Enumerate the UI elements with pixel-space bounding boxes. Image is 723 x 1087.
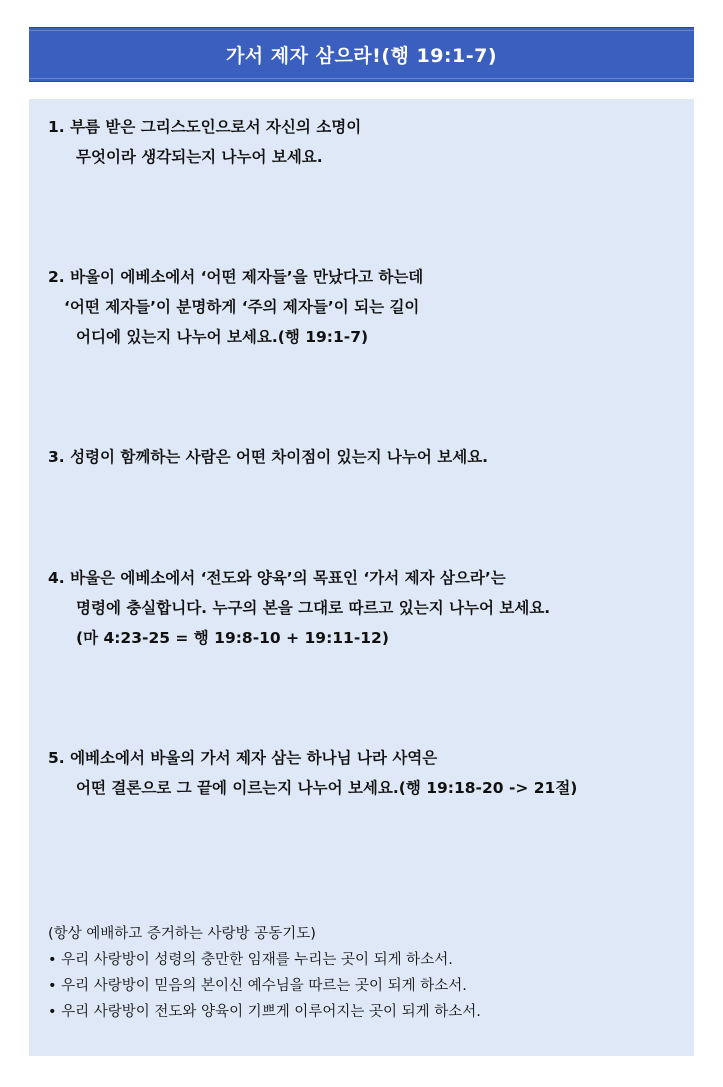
question-2-line-3: 어디에 있는지 나누어 보세요.(행 19:1-7) [76, 328, 369, 346]
title-banner [29, 27, 694, 82]
page-title: 가서 제자 삼으라!(행 19:1-7) [225, 45, 498, 67]
question-2-line-2: ‘어떤 제자들’이 분명하게 ‘주의 제자들’이 되는 길이 [64, 298, 420, 316]
prayer-item-3: • 우리 사랑방이 전도와 양육이 기쁘게 이루어지는 곳이 되게 하소서. [48, 1004, 481, 1020]
question-4-line-2: 명령에 충실합니다. 누구의 본을 그대로 따르고 있는지 나누어 보세요. [76, 599, 551, 617]
question-1-line-1: 1. 부름 받은 그리스도인으로서 자신의 소명이 [48, 118, 362, 136]
question-4-line-1: 4. 바울은 에베소에서 ‘전도와 양육’의 목표인 ‘가서 제자 삼으라’는 [48, 569, 506, 587]
question-5-line-2: 어떤 결론으로 그 끝에 이르는지 나누어 보세요.(행 19:18-20 -> 21절) [76, 779, 578, 797]
prayer-item-2: • 우리 사랑방이 믿음의 본이신 예수님을 따르는 곳이 되게 하소서. [48, 978, 467, 994]
question-4-line-3: (마 4:23-25 = 행 19:8-10 + 19:11-12) [76, 629, 389, 647]
prayer-heading: (항상 예배하고 증거하는 사랑방 공동기도) [48, 926, 316, 942]
question-3-line-1: 3. 성령이 함께하는 사람은 어떤 차이점이 있는지 나누어 보세요. [48, 448, 489, 466]
question-5-line-1: 5. 에베소에서 바울의 가서 제자 삼는 하나님 나라 사역은 [48, 749, 438, 767]
question-1-line-2: 무엇이라 생각되는지 나누어 보세요. [76, 148, 323, 166]
prayer-item-1: • 우리 사랑방이 성령의 충만한 임재를 누리는 곳이 되게 하소서. [48, 952, 453, 968]
question-2-line-1: 2. 바울이 에베소에서 ‘어떤 제자들’을 만났다고 하는데 [48, 268, 424, 286]
